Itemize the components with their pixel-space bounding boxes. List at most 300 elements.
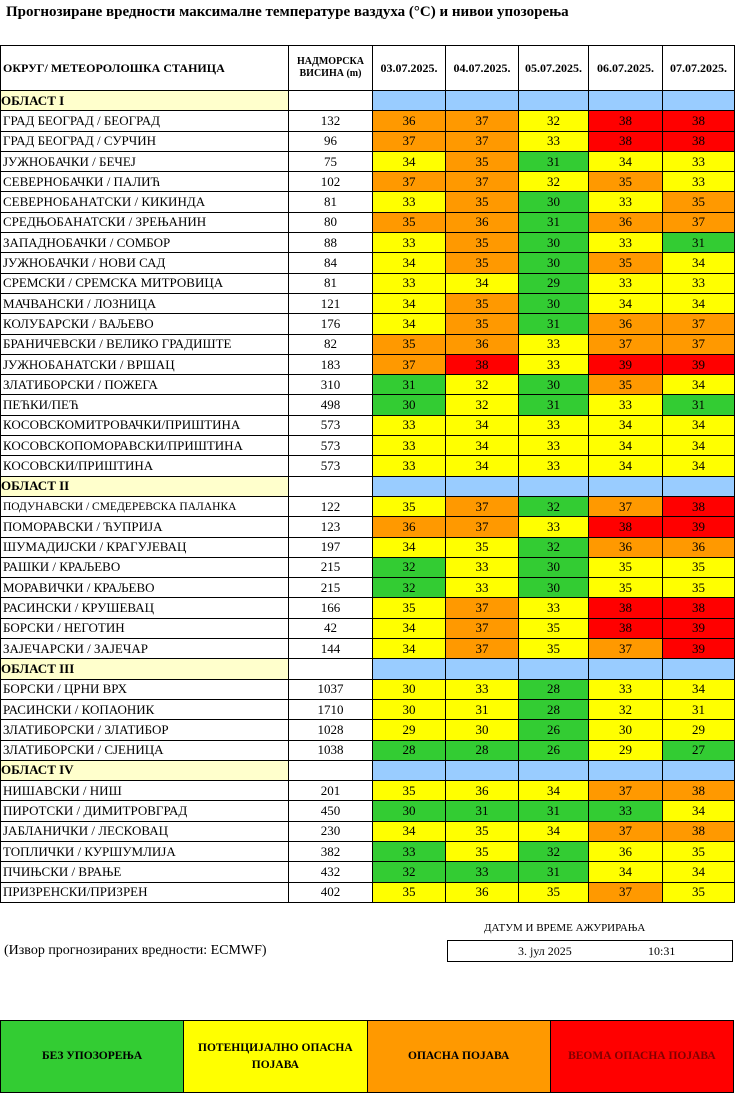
temperature-cell: 30 [519,253,589,273]
temperature-cell: 30 [373,699,446,719]
temperature-cell: 38 [589,517,663,537]
region-band [446,760,519,780]
table-row [1,821,735,841]
temperature-cell: 31 [519,801,589,821]
temperature-cell: 39 [663,517,735,537]
temperature-cell: 37 [589,821,663,841]
temperature-cell: 33 [589,192,663,212]
temperature-cell: 38 [663,821,735,841]
temperature-cell: 35 [589,557,663,577]
temperature-cell: 34 [373,314,446,334]
temperature-cell: 33 [446,578,519,598]
temperature-cell: 38 [589,111,663,131]
region-band [446,659,519,679]
station-altitude: 310 [289,375,373,395]
temperature-cell: 36 [446,781,519,801]
region-band [519,760,589,780]
temperature-cell: 34 [519,821,589,841]
table-row [1,740,735,760]
station-name: ЗАЈЕЧАРСКИ / ЗАЈЕЧАР [1,639,289,659]
region-row [1,91,735,111]
station-name: ЗЛАТИБОРСКИ / ПОЖЕГА [1,375,289,395]
station-name: СЕВЕРНОБАЧКИ / ПАЛИЋ [1,172,289,192]
station-altitude: 573 [289,415,373,435]
temperature-cell: 30 [589,720,663,740]
temperature-cell: 35 [373,882,446,902]
table-row [1,720,735,740]
temperature-cell: 37 [589,639,663,659]
region-band [446,476,519,496]
temperature-cell: 33 [519,456,589,476]
table-row [1,354,735,374]
temperature-cell: 34 [663,801,735,821]
temperature-cell: 30 [373,801,446,821]
station-altitude: 88 [289,233,373,253]
station-name: ТОПЛИЧКИ / КУРШУМЛИЈА [1,841,289,861]
temperature-cell: 34 [373,253,446,273]
temperature-cell: 33 [589,801,663,821]
temperature-cell: 37 [373,354,446,374]
temperature-cell: 34 [589,293,663,313]
table-row [1,517,735,537]
station-name: ПОМОРАВСКИ / ЋУПРИЈА [1,517,289,537]
table-row [1,172,735,192]
temperature-cell: 34 [373,821,446,841]
temperature-cell: 34 [663,436,735,456]
station-name: БОРСКИ / НЕГОТИН [1,618,289,638]
temperature-cell: 37 [589,334,663,354]
station-altitude: 81 [289,192,373,212]
temperature-cell: 36 [446,334,519,354]
region-name: ОБЛАСТ II [1,476,289,496]
temperature-cell: 31 [446,801,519,821]
temperature-cell: 36 [589,212,663,232]
temperature-cell: 34 [446,415,519,435]
table-row [1,781,735,801]
station-altitude: 450 [289,801,373,821]
temperature-cell: 31 [663,233,735,253]
temperature-cell: 39 [663,618,735,638]
station-name: ЈАБЛАНИЧКИ / ЛЕСКОВАЦ [1,821,289,841]
table-row [1,618,735,638]
station-altitude: 166 [289,598,373,618]
region-band [446,91,519,111]
temperature-cell: 32 [519,172,589,192]
date-header: 06.07.2025. [589,46,663,91]
source-note: (Извор прогнозираних вредности: ECMWF) [4,943,267,958]
temperature-cell: 33 [446,679,519,699]
table-row [1,537,735,557]
station-name: ПРИЗРЕНСКИ/ПРИЗРЕН [1,882,289,902]
table-row [1,578,735,598]
temperature-cell: 30 [519,375,589,395]
temperature-cell: 35 [589,375,663,395]
temperature-cell: 38 [663,598,735,618]
region-name: ОБЛАСТ IV [1,760,289,780]
temperature-cell: 30 [519,557,589,577]
temperature-cell: 29 [373,720,446,740]
region-band [589,91,663,111]
temperature-cell: 32 [446,375,519,395]
temperature-cell: 37 [373,131,446,151]
temperature-cell: 29 [589,740,663,760]
station-altitude: 432 [289,862,373,882]
temperature-cell: 37 [446,496,519,516]
station-altitude: 215 [289,557,373,577]
temperature-cell: 38 [589,131,663,151]
region-band [373,91,446,111]
table-row [1,111,735,131]
temperature-cell: 36 [373,111,446,131]
temperature-cell: 30 [519,293,589,313]
station-name: ЈУЖНОБАЧКИ / НОВИ САД [1,253,289,273]
temperature-cell: 35 [519,618,589,638]
table-body [1,91,735,903]
temperature-cell: 33 [519,334,589,354]
region-name: ОБЛАСТ I [1,91,289,111]
region-band [663,659,735,679]
temperature-cell: 27 [663,740,735,760]
station-name: КОСОВСКОМИТРОВАЧКИ/ПРИШТИНА [1,415,289,435]
temperature-cell: 34 [589,436,663,456]
station-name: ПОДУНАВСКИ / СМЕДЕРЕВСКА ПАЛАНКА [1,496,289,516]
temperature-cell: 33 [446,557,519,577]
temperature-cell: 35 [663,192,735,212]
temperature-cell: 37 [663,314,735,334]
temperature-cell: 36 [589,537,663,557]
date-header: 05.07.2025. [519,46,589,91]
station-name: ГРАД БЕОГРАД / СУРЧИН [1,131,289,151]
station-altitude: 102 [289,172,373,192]
temperature-cell: 38 [663,131,735,151]
table-row [1,314,735,334]
temperature-cell: 32 [519,537,589,557]
temperature-cell: 34 [589,862,663,882]
temperature-cell: 37 [446,172,519,192]
temperature-cell: 37 [663,334,735,354]
temperature-cell: 34 [373,537,446,557]
temperature-cell: 34 [373,639,446,659]
temperature-cell: 33 [373,273,446,293]
table-row [1,639,735,659]
temperature-cell: 35 [663,882,735,902]
temperature-cell: 38 [663,781,735,801]
temperature-cell: 34 [663,679,735,699]
temperature-cell: 37 [446,131,519,151]
temperature-cell: 38 [589,618,663,638]
update-date: 3. јул 2025 [518,944,572,958]
temperature-cell: 35 [446,253,519,273]
temperature-cell: 31 [519,212,589,232]
temperature-cell: 31 [519,314,589,334]
temperature-cell: 35 [373,496,446,516]
temperature-cell: 35 [589,578,663,598]
page-title: Прогнозиране вредности максималне температуре ваздуха (°C) и нивои упозорења [6,4,569,20]
table-row [1,131,735,151]
temperature-cell: 35 [446,537,519,557]
station-altitude: 96 [289,131,373,151]
region-row [1,476,735,496]
temperature-cell: 33 [663,172,735,192]
temperature-cell: 33 [519,598,589,618]
temperature-cell: 34 [663,253,735,273]
temperature-cell: 35 [446,151,519,171]
region-band [373,760,446,780]
temperature-cell: 35 [663,841,735,861]
region-spacer [289,91,373,111]
table-row [1,151,735,171]
table-row [1,841,735,861]
temperature-cell: 35 [373,598,446,618]
region-band [589,659,663,679]
temperature-cell: 37 [446,111,519,131]
temperature-cell: 32 [519,496,589,516]
temperature-cell: 31 [519,151,589,171]
temperature-cell: 34 [446,456,519,476]
temperature-cell: 31 [663,699,735,719]
region-band [663,476,735,496]
temperature-cell: 33 [663,273,735,293]
temperature-cell: 38 [663,111,735,131]
table-row [1,496,735,516]
station-name: РАСИНСКИ / КРУШЕВАЦ [1,598,289,618]
temperature-cell: 30 [519,233,589,253]
temperature-cell: 34 [663,375,735,395]
table-row [1,436,735,456]
temperature-cell: 34 [373,618,446,638]
temperature-cell: 34 [663,415,735,435]
temperature-cell: 32 [373,862,446,882]
table-row [1,862,735,882]
temperature-cell: 37 [589,781,663,801]
temperature-cell: 35 [446,192,519,212]
station-altitude: 573 [289,436,373,456]
temperature-cell: 32 [373,557,446,577]
temperature-cell: 37 [663,212,735,232]
table-row [1,375,735,395]
date-header: 04.07.2025. [446,46,519,91]
table-row [1,395,735,415]
table-row [1,699,735,719]
temperature-cell: 38 [589,598,663,618]
temperature-cell: 33 [373,456,446,476]
station-altitude: 183 [289,354,373,374]
station-altitude: 1028 [289,720,373,740]
station-altitude: 82 [289,334,373,354]
temperature-cell: 36 [663,537,735,557]
temperature-cell: 34 [446,273,519,293]
temperature-cell: 31 [519,395,589,415]
date-header: 03.07.2025. [373,46,446,91]
station-name: СЕВЕРНОБАНАТСКИ / КИКИНДА [1,192,289,212]
station-name: ЗЛАТИБОРСКИ / ЗЛАТИБОР [1,720,289,740]
region-row [1,760,735,780]
table-row [1,293,735,313]
table-row [1,415,735,435]
region-name: ОБЛАСТ III [1,659,289,679]
station-name: ЈУЖНОБАЧКИ / БЕЧЕЈ [1,151,289,171]
temperature-cell: 32 [589,699,663,719]
station-name: НИШАВСКИ / НИШ [1,781,289,801]
temperature-cell: 30 [446,720,519,740]
temperature-cell: 34 [663,456,735,476]
temperature-cell: 35 [446,293,519,313]
table-row [1,212,735,232]
station-altitude: 75 [289,151,373,171]
temperature-cell: 33 [519,354,589,374]
temperature-cell: 33 [446,862,519,882]
update-box [447,940,733,962]
legend-high-danger: ВЕОМА ОПАСНА ПОЈАВА [551,1021,733,1092]
update-time: 10:31 [648,944,676,958]
temperature-cell: 34 [373,151,446,171]
temperature-cell: 33 [589,233,663,253]
station-altitude: 382 [289,841,373,861]
region-band [663,760,735,780]
temperature-cell: 28 [519,679,589,699]
station-name: КОСОВСКОПОМОРАВСКИ/ПРИШТИНА [1,436,289,456]
table-row [1,334,735,354]
temperature-cell: 34 [589,151,663,171]
temperature-cell: 34 [589,456,663,476]
temperature-cell: 37 [589,496,663,516]
table-row [1,253,735,273]
station-altitude: 1710 [289,699,373,719]
temperature-cell: 30 [519,192,589,212]
region-spacer [289,659,373,679]
temperature-cell: 37 [589,882,663,902]
station-name: КОСОВСКИ/ПРИШТИНА [1,456,289,476]
date-header: 07.07.2025. [663,46,735,91]
region-band [373,659,446,679]
temperature-cell: 32 [373,578,446,598]
temperature-cell: 37 [373,172,446,192]
temperature-cell: 35 [589,253,663,273]
station-name: ПЕЋКИ/ПЕЋ [1,395,289,415]
temperature-cell: 37 [446,598,519,618]
region-band [519,659,589,679]
temperature-cell: 39 [663,639,735,659]
station-name: МОРАВИЧКИ / КРАЉЕВО [1,578,289,598]
temperature-cell: 36 [373,517,446,537]
temperature-cell: 32 [519,111,589,131]
temperature-cell: 35 [373,334,446,354]
temperature-cell: 28 [446,740,519,760]
station-name: РАШКИ / КРАЉЕВО [1,557,289,577]
temperature-cell: 30 [373,679,446,699]
station-altitude: 573 [289,456,373,476]
legend [0,1020,734,1093]
station-altitude: 122 [289,496,373,516]
region-row [1,659,735,679]
station-name: ГРАД БЕОГРАД / БЕОГРАД [1,111,289,131]
station-name: ЗАПАДНОБАЧКИ / СОМБОР [1,233,289,253]
station-name: БРАНИЧЕВСКИ / ВЕЛИКО ГРАДИШТЕ [1,334,289,354]
temperature-cell: 31 [373,375,446,395]
temperature-cell: 33 [519,436,589,456]
region-band [663,91,735,111]
station-altitude: 84 [289,253,373,273]
temperature-cell: 37 [446,639,519,659]
station-altitude: 132 [289,111,373,131]
temperature-cell: 28 [519,699,589,719]
station-altitude: 498 [289,395,373,415]
temperature-cell: 35 [519,882,589,902]
table-row [1,679,735,699]
temperature-cell: 30 [373,395,446,415]
temperature-cell: 26 [519,720,589,740]
temperature-cell: 38 [663,496,735,516]
station-name: СРЕМСКИ / СРЕМСКА МИТРОВИЦА [1,273,289,293]
temperature-cell: 32 [519,841,589,861]
temperature-cell: 33 [589,679,663,699]
station-altitude: 123 [289,517,373,537]
update-label: ДАТУМ И ВРЕМЕ АЖУРИРАЊА [484,922,646,934]
altitude-header: НАДМОРСКА ВИСИНА (m) [289,46,373,91]
temperature-cell: 33 [519,131,589,151]
table-row [1,801,735,821]
station-name: БОРСКИ / ЦРНИ ВРХ [1,679,289,699]
temperature-cell: 35 [373,781,446,801]
temperature-cell: 33 [373,841,446,861]
station-altitude: 81 [289,273,373,293]
temperature-cell: 35 [589,172,663,192]
temperature-cell: 35 [446,314,519,334]
temperature-cell: 35 [373,212,446,232]
temperature-cell: 33 [519,415,589,435]
table-row [1,233,735,253]
region-band [589,476,663,496]
temperature-cell: 32 [446,395,519,415]
temperature-cell: 28 [373,740,446,760]
table-row [1,882,735,902]
legend-no-warning: БЕЗ УПОЗОРЕЊА [1,1021,184,1092]
table-row [1,273,735,293]
temperature-cell: 26 [519,740,589,760]
temperature-cell: 33 [373,436,446,456]
temperature-cell: 35 [663,578,735,598]
station-altitude: 215 [289,578,373,598]
station-altitude: 121 [289,293,373,313]
station-altitude: 402 [289,882,373,902]
region-band [519,91,589,111]
station-altitude: 197 [289,537,373,557]
table-row [1,598,735,618]
temperature-cell: 29 [663,720,735,740]
station-name: ШУМАДИЈСКИ / КРАГУЈЕВАЦ [1,537,289,557]
station-name: СРЕДЊОБАНАТСКИ / ЗРЕЊАНИН [1,212,289,232]
temperature-cell: 35 [446,821,519,841]
station-name: ПИРОТСКИ / ДИМИТРОВГРАД [1,801,289,821]
temperature-cell: 33 [589,273,663,293]
station-header: ОКРУГ/ МЕТЕОРОЛОШКА СТАНИЦА [1,46,289,91]
station-altitude: 80 [289,212,373,232]
temperature-cell: 34 [663,862,735,882]
region-spacer [289,760,373,780]
station-name: ЈУЖНОБАНАТСКИ / ВРШАЦ [1,354,289,374]
region-band [589,760,663,780]
temperature-cell: 29 [519,273,589,293]
legend-potential-danger: ПОТЕНЦИЈАЛНО ОПАСНА ПОЈАВА [184,1021,367,1092]
temperature-cell: 36 [589,314,663,334]
temperature-cell: 34 [663,293,735,313]
temperature-cell: 37 [446,618,519,638]
temperature-cell: 38 [446,354,519,374]
temperature-cell: 31 [663,395,735,415]
temperature-cell: 35 [663,557,735,577]
station-altitude: 144 [289,639,373,659]
temperature-cell: 33 [589,395,663,415]
